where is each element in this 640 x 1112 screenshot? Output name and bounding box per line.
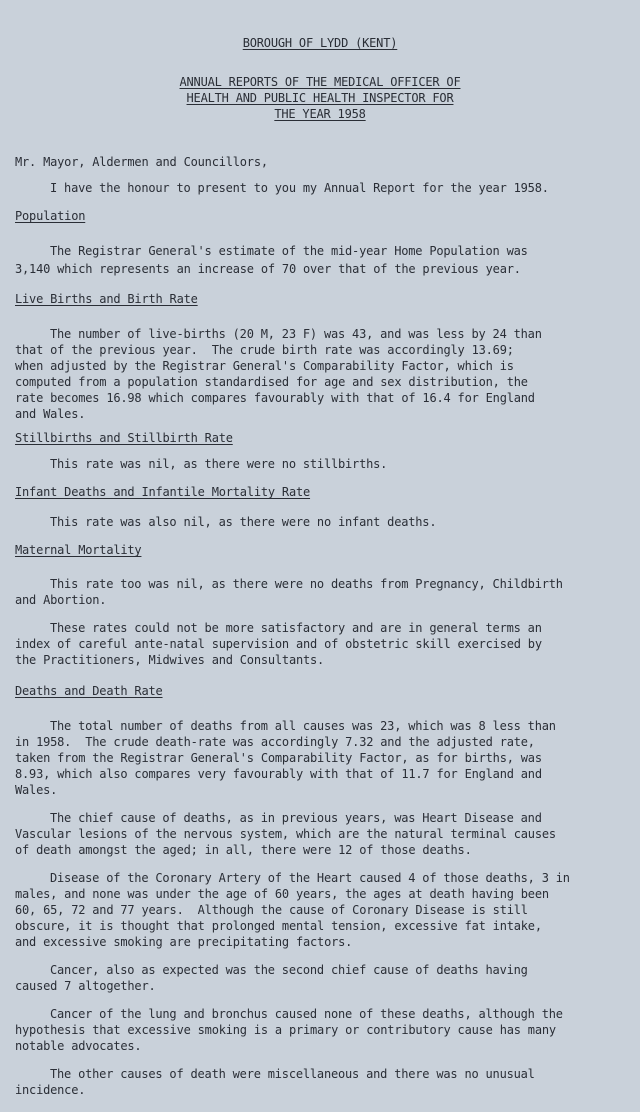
document-subtitle-line-2: HEALTH AND PUBLIC HEALTH INSPECTOR FOR — [186, 91, 454, 105]
live-births-line: rate becomes 16.98 which compares favourably with that of 16.4 for England — [15, 391, 535, 405]
maternal-line: These rates could not be more satisfactory and are in general terms an — [50, 621, 542, 635]
deaths-line: taken from the Registrar General's Comparability Factor, as for births, was — [15, 751, 542, 765]
deaths-line: The total number of deaths from all causes was 23, which was 8 less than — [50, 719, 556, 733]
document-subtitle-line-3: THE YEAR 1958 — [274, 107, 366, 121]
population-heading: Population — [15, 209, 86, 223]
deaths-line: and excessive smoking are precipitating factors. — [15, 935, 353, 949]
live-births-line: computed from a population standardised for age and sex distribution, the — [15, 375, 528, 389]
intro-paragraph: I have the honour to present to you my Annual Report for the year 1958. — [50, 181, 549, 195]
deaths-line: of death amongst the aged; in all, there were 12 of those deaths. — [15, 843, 472, 857]
population-line: The Registrar General's estimate of the mid-year Home Population was — [50, 244, 528, 258]
deaths-line: notable advocates. — [15, 1039, 142, 1053]
infant-deaths-line: This rate was also nil, as there were no infant deaths. — [50, 515, 437, 529]
maternal-line: and Abortion. — [15, 593, 107, 607]
stillbirths-line: This rate was nil, as there were no stillbirths. — [50, 457, 388, 471]
deaths-line: obscure, it is thought that prolonged mental tension, excessive fat intake, — [15, 919, 542, 933]
deaths-line: The chief cause of deaths, as in previous years, was Heart Disease and — [50, 811, 542, 825]
live-births-heading: Live Births and Birth Rate — [15, 292, 198, 306]
live-births-line: and Wales. — [15, 407, 86, 421]
document-subtitle-line-1: ANNUAL REPORTS OF THE MEDICAL OFFICER OF — [179, 75, 461, 89]
deaths-line: 60, 65, 72 and 77 years. Although the cause of Coronary Disease is still — [15, 903, 528, 917]
deaths-line: The other causes of death were miscellaneous and there was no unusual — [50, 1067, 535, 1081]
live-births-line: The number of live-births (20 M, 23 F) was 43, and was less by 24 than — [50, 327, 542, 341]
deaths-line: incidence. — [15, 1083, 86, 1097]
deaths-line: Cancer, also as expected was the second chief cause of deaths having — [50, 963, 528, 977]
deaths-line: Wales. — [15, 783, 58, 797]
deaths-line: Disease of the Coronary Artery of the Heart caused 4 of those deaths, 3 in — [50, 871, 570, 885]
live-births-line: that of the previous year. The crude birth rate was accordingly 13.69; — [15, 343, 514, 357]
deaths-line: Cancer of the lung and bronchus caused none of these deaths, although the — [50, 1007, 563, 1021]
maternal-line: the Practitioners, Midwives and Consultants. — [15, 653, 325, 667]
maternal-line: index of careful ante-natal supervision and of obstetric skill exercised by — [15, 637, 542, 651]
deaths-line: in 1958. The crude death-rate was accordingly 7.32 and the adjusted rate, — [15, 735, 535, 749]
salutation: Mr. Mayor, Aldermen and Councillors, — [15, 155, 268, 169]
deaths-line: males, and none was under the age of 60 years, the ages at death having been — [15, 887, 549, 901]
maternal-line: This rate too was nil, as there were no deaths from Pregnancy, Childbirth — [50, 577, 563, 591]
maternal-mortality-heading: Maternal Mortality — [15, 543, 142, 557]
population-line: 3,140 which represents an increase of 70 over that of the previous year. — [15, 262, 521, 276]
deaths-heading: Deaths and Death Rate — [15, 684, 163, 698]
stillbirths-heading: Stillbirths and Stillbirth Rate — [15, 431, 233, 445]
deaths-line: hypothesis that excessive smoking is a primary or contributory cause has many — [15, 1023, 556, 1037]
infant-deaths-heading: Infant Deaths and Infantile Mortality Rate — [15, 485, 311, 499]
deaths-line: 8.93, which also compares very favourably with that of 11.7 for England and — [15, 767, 542, 781]
live-births-line: when adjusted by the Registrar General's Comparability Factor, which is — [15, 359, 514, 373]
document-title: BOROUGH OF LYDD (KENT) — [242, 36, 398, 50]
deaths-line: caused 7 altogether. — [15, 979, 156, 993]
deaths-line: Vascular lesions of the nervous system, which are the natural terminal causes — [15, 827, 556, 841]
